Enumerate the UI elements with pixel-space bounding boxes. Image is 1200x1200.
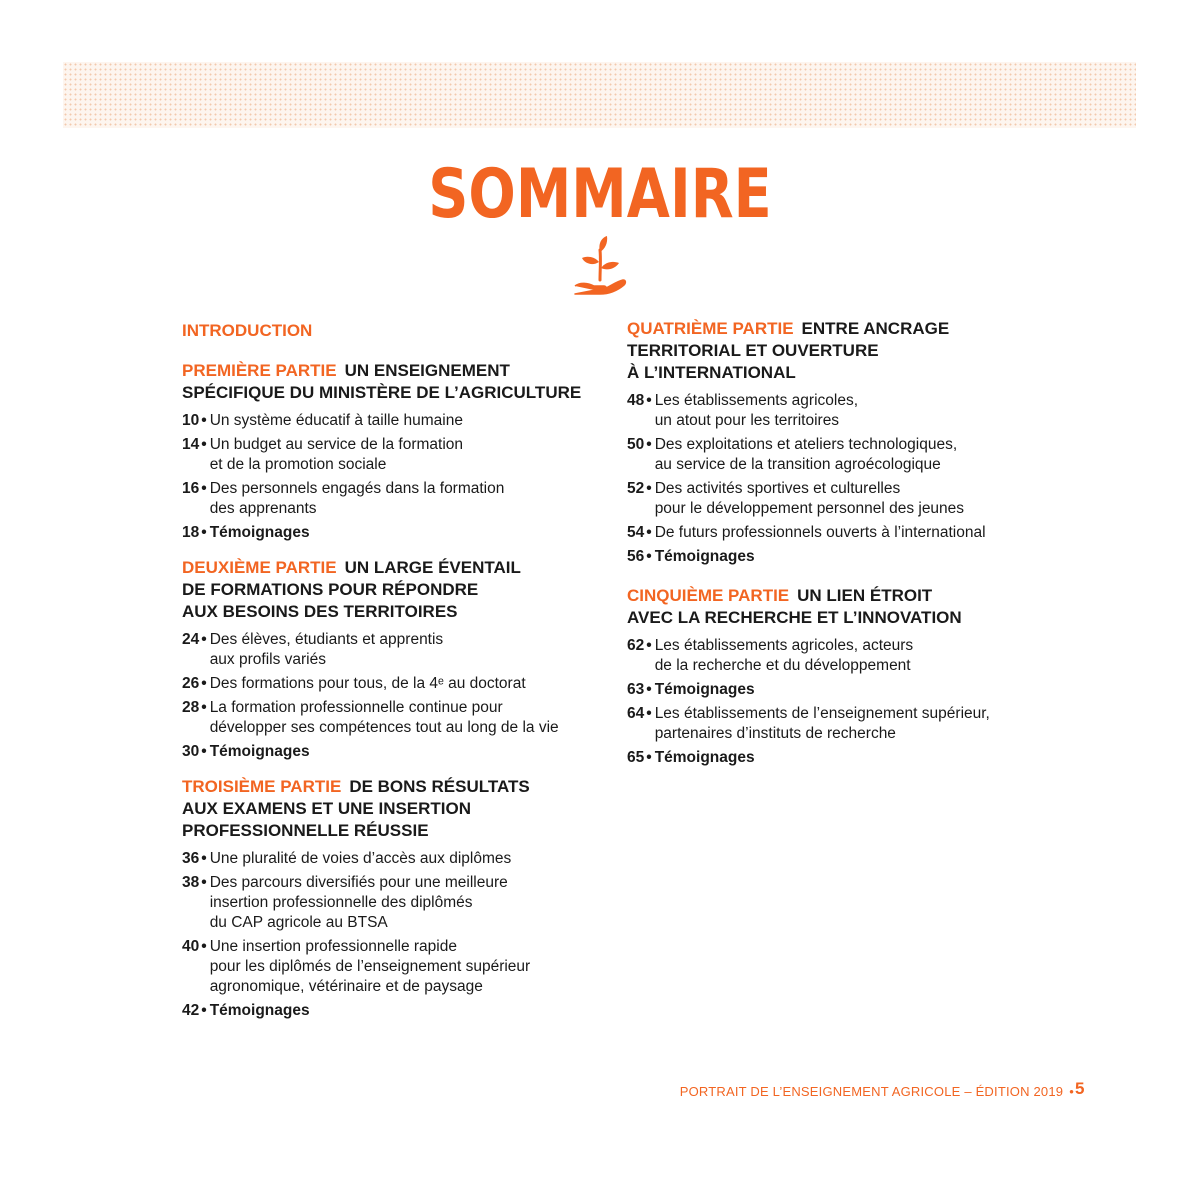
toc-entry[interactable]: 36 • Une pluralité de voies d’accès aux diplômes xyxy=(182,850,512,867)
entry-page: 16 xyxy=(182,480,200,497)
entry-text: Témoignages xyxy=(209,524,310,541)
part-label: DEUXIÈME PARTIE xyxy=(182,558,337,577)
page-number: 5 xyxy=(1075,1079,1085,1098)
entry-page: 63 xyxy=(627,681,645,698)
entry-text: Témoignages xyxy=(209,1002,310,1019)
toc-entry[interactable]: 63 • Témoignages xyxy=(627,681,755,698)
entry-page: 65 xyxy=(627,749,645,766)
decorative-dot-band xyxy=(63,62,1136,128)
footer-separator: • xyxy=(1069,1084,1074,1099)
toc-entry[interactable]: 18 • Témoignages xyxy=(182,524,310,541)
toc-entry[interactable]: 24 • Des élèves, étudiants et apprentis aux profils variés xyxy=(182,631,444,668)
entry-page: 14 xyxy=(182,436,200,453)
toc-entry[interactable]: 54 • De futurs professionnels ouverts à l’international xyxy=(627,524,986,541)
entry-text: Témoignages xyxy=(654,681,755,698)
toc-entry[interactable]: 40 • Une insertion professionnelle rapide pour les diplômés de l’enseignement supérieur agronomique, vétérinaire et de paysage xyxy=(182,938,531,995)
toc-entry[interactable]: 38 • Des parcours diversifiés pour une meilleure insertion professionnelle des diplômés du CAP agricole au BTSA xyxy=(182,874,508,931)
entry-text: Un système éducatif à taille humaine xyxy=(209,412,463,429)
footer-publication-title xyxy=(680,1082,1086,1102)
entry-page: 38 xyxy=(182,874,200,891)
footer-text: PORTRAIT DE L’ENSEIGNEMENT AGRICOLE – ÉDITION 2019 xyxy=(679,1084,1064,1099)
toc-part-2 xyxy=(182,557,602,762)
entry-text: Témoignages xyxy=(654,749,755,766)
entry-page: 30 xyxy=(182,743,200,760)
part-heading[interactable] xyxy=(182,776,602,842)
part-heading[interactable] xyxy=(182,360,602,404)
entry-text: Témoignages xyxy=(209,743,310,760)
entry-page: 56 xyxy=(627,548,645,565)
entry-page: 52 xyxy=(627,480,645,497)
toc-entry[interactable]: 56 • Témoignages xyxy=(627,548,755,565)
entry-text: Témoignages xyxy=(654,548,755,565)
entry-page: 42 xyxy=(182,1002,200,1019)
entry-text: Les établissements agricoles, un atout pour les territoires xyxy=(654,392,859,429)
part-heading[interactable] xyxy=(627,585,1047,629)
entry-text: Une pluralité de voies d’accès aux diplômes xyxy=(209,850,512,867)
entry-text: Une insertion professionnelle rapide pour les diplômés de l’enseignement supérieur agronomique, vétérinaire et de paysage xyxy=(209,938,531,995)
entry-text: Des élèves, étudiants et apprentis aux profils variés xyxy=(209,631,444,668)
toc-entry[interactable]: 64 • Les établissements de l’enseignement supérieur, partenaires d’instituts de recherche xyxy=(627,705,990,742)
entry-text: Un budget au service de la formation et de la promotion sociale xyxy=(209,436,464,473)
entry-page: 54 xyxy=(627,524,645,541)
toc-right-column xyxy=(627,318,1047,782)
page-title: SOMMAIRE xyxy=(428,155,772,234)
entry-page: 24 xyxy=(182,631,200,648)
entry-page: 18 xyxy=(182,524,200,541)
part-heading[interactable] xyxy=(627,318,1047,384)
entry-page: 64 xyxy=(627,705,645,722)
entry-text: Des exploitations et ateliers technologiques, au service de la transition agroécologique xyxy=(654,436,958,473)
part-label: TROISIÈME PARTIE xyxy=(182,777,342,796)
entry-text: Des parcours diversifiés pour une meilleure insertion professionnelle des diplômés du CAP agricole au BTSA xyxy=(209,874,508,931)
entry-text: Des activités sportives et culturelles pour le développement personnel des jeunes xyxy=(654,480,965,517)
toc-entry[interactable]: 26 • Des formations pour tous, de la 4ᵉ au doctorat xyxy=(182,675,526,692)
entry-page: 50 xyxy=(627,436,645,453)
entry-text: Les établissements agricoles, acteurs de la recherche et du développement xyxy=(654,637,914,674)
toc-entry[interactable]: 28 • La formation professionnelle continue pour développer ses compétences tout au long de la vie xyxy=(182,699,559,736)
toc-entry[interactable]: 48 • Les établissements agricoles, un atout pour les territoires xyxy=(627,392,859,429)
entry-text: La formation professionnelle continue pour développer ses compétences tout au long de la vie xyxy=(209,699,559,736)
part-label: CINQUIÈME PARTIE xyxy=(627,586,790,605)
toc-entry[interactable]: 14 • Un budget au service de la formation et de la promotion sociale xyxy=(182,436,464,473)
entry-page: 48 xyxy=(627,392,645,409)
toc-entry[interactable]: 42 • Témoignages xyxy=(182,1002,310,1019)
toc-entry[interactable]: 62 • Les établissements agricoles, acteurs de la recherche et du développement xyxy=(627,637,914,674)
entry-text: Les établissements de l’enseignement supérieur, partenaires d’instituts de recherche xyxy=(654,705,990,742)
entry-text: De futurs professionnels ouverts à l’international xyxy=(654,524,986,541)
toc-part-5 xyxy=(627,585,1047,768)
toc-left-column xyxy=(182,318,602,1035)
entry-page: 10 xyxy=(182,412,200,429)
part-title: ENTRE ANCRAGE TERRITORIAL ET OUVERTURE À L’INTERNATIONAL xyxy=(627,319,950,382)
toc-entry[interactable]: 16 • Des personnels engagés dans la formation des apprenants xyxy=(182,480,505,517)
toc-entry[interactable]: 65 • Témoignages xyxy=(627,749,755,766)
entry-page: 40 xyxy=(182,938,200,955)
entry-page: 26 xyxy=(182,675,200,692)
toc-part-1 xyxy=(182,360,602,543)
toc-part-3 xyxy=(182,776,602,1021)
part-title: UN LIEN ÉTROIT AVEC LA RECHERCHE ET L’INNOVATION xyxy=(627,586,962,627)
part-label: QUATRIÈME PARTIE xyxy=(627,319,794,338)
toc-entry[interactable]: 30 • Témoignages xyxy=(182,743,310,760)
toc-introduction[interactable]: INTRODUCTION xyxy=(182,321,313,340)
toc-entry[interactable]: 50 • Des exploitations et ateliers technologiques, au service de la transition agroécologique xyxy=(627,436,958,473)
plant-in-hand-icon xyxy=(570,234,630,298)
part-title: DE BONS RÉSULTATS AUX EXAMENS ET UNE INSERTION PROFESSIONNELLE RÉUSSIE xyxy=(182,777,530,840)
toc-entry[interactable]: 10 • Un système éducatif à taille humaine xyxy=(182,412,463,429)
part-title: UN LARGE ÉVENTAIL DE FORMATIONS POUR RÉPONDRE AUX BESOINS DES TERRITOIRES xyxy=(182,558,521,621)
toc-part-4 xyxy=(627,318,1047,567)
entry-page: 28 xyxy=(182,699,200,716)
toc-entry[interactable]: 52 • Des activités sportives et culturelles pour le développement personnel des jeunes xyxy=(627,480,965,517)
entry-text: Des personnels engagés dans la formation des apprenants xyxy=(209,480,505,517)
part-heading[interactable] xyxy=(182,557,602,623)
part-label: PREMIÈRE PARTIE xyxy=(182,361,337,380)
entry-page: 62 xyxy=(627,637,645,654)
entry-text: Des formations pour tous, de la 4ᵉ au doctorat xyxy=(209,675,526,692)
part-title: UN ENSEIGNEMENT SPÉCIFIQUE DU MINISTÈRE DE L’AGRICULTURE xyxy=(182,361,582,402)
entry-page: 36 xyxy=(182,850,200,867)
